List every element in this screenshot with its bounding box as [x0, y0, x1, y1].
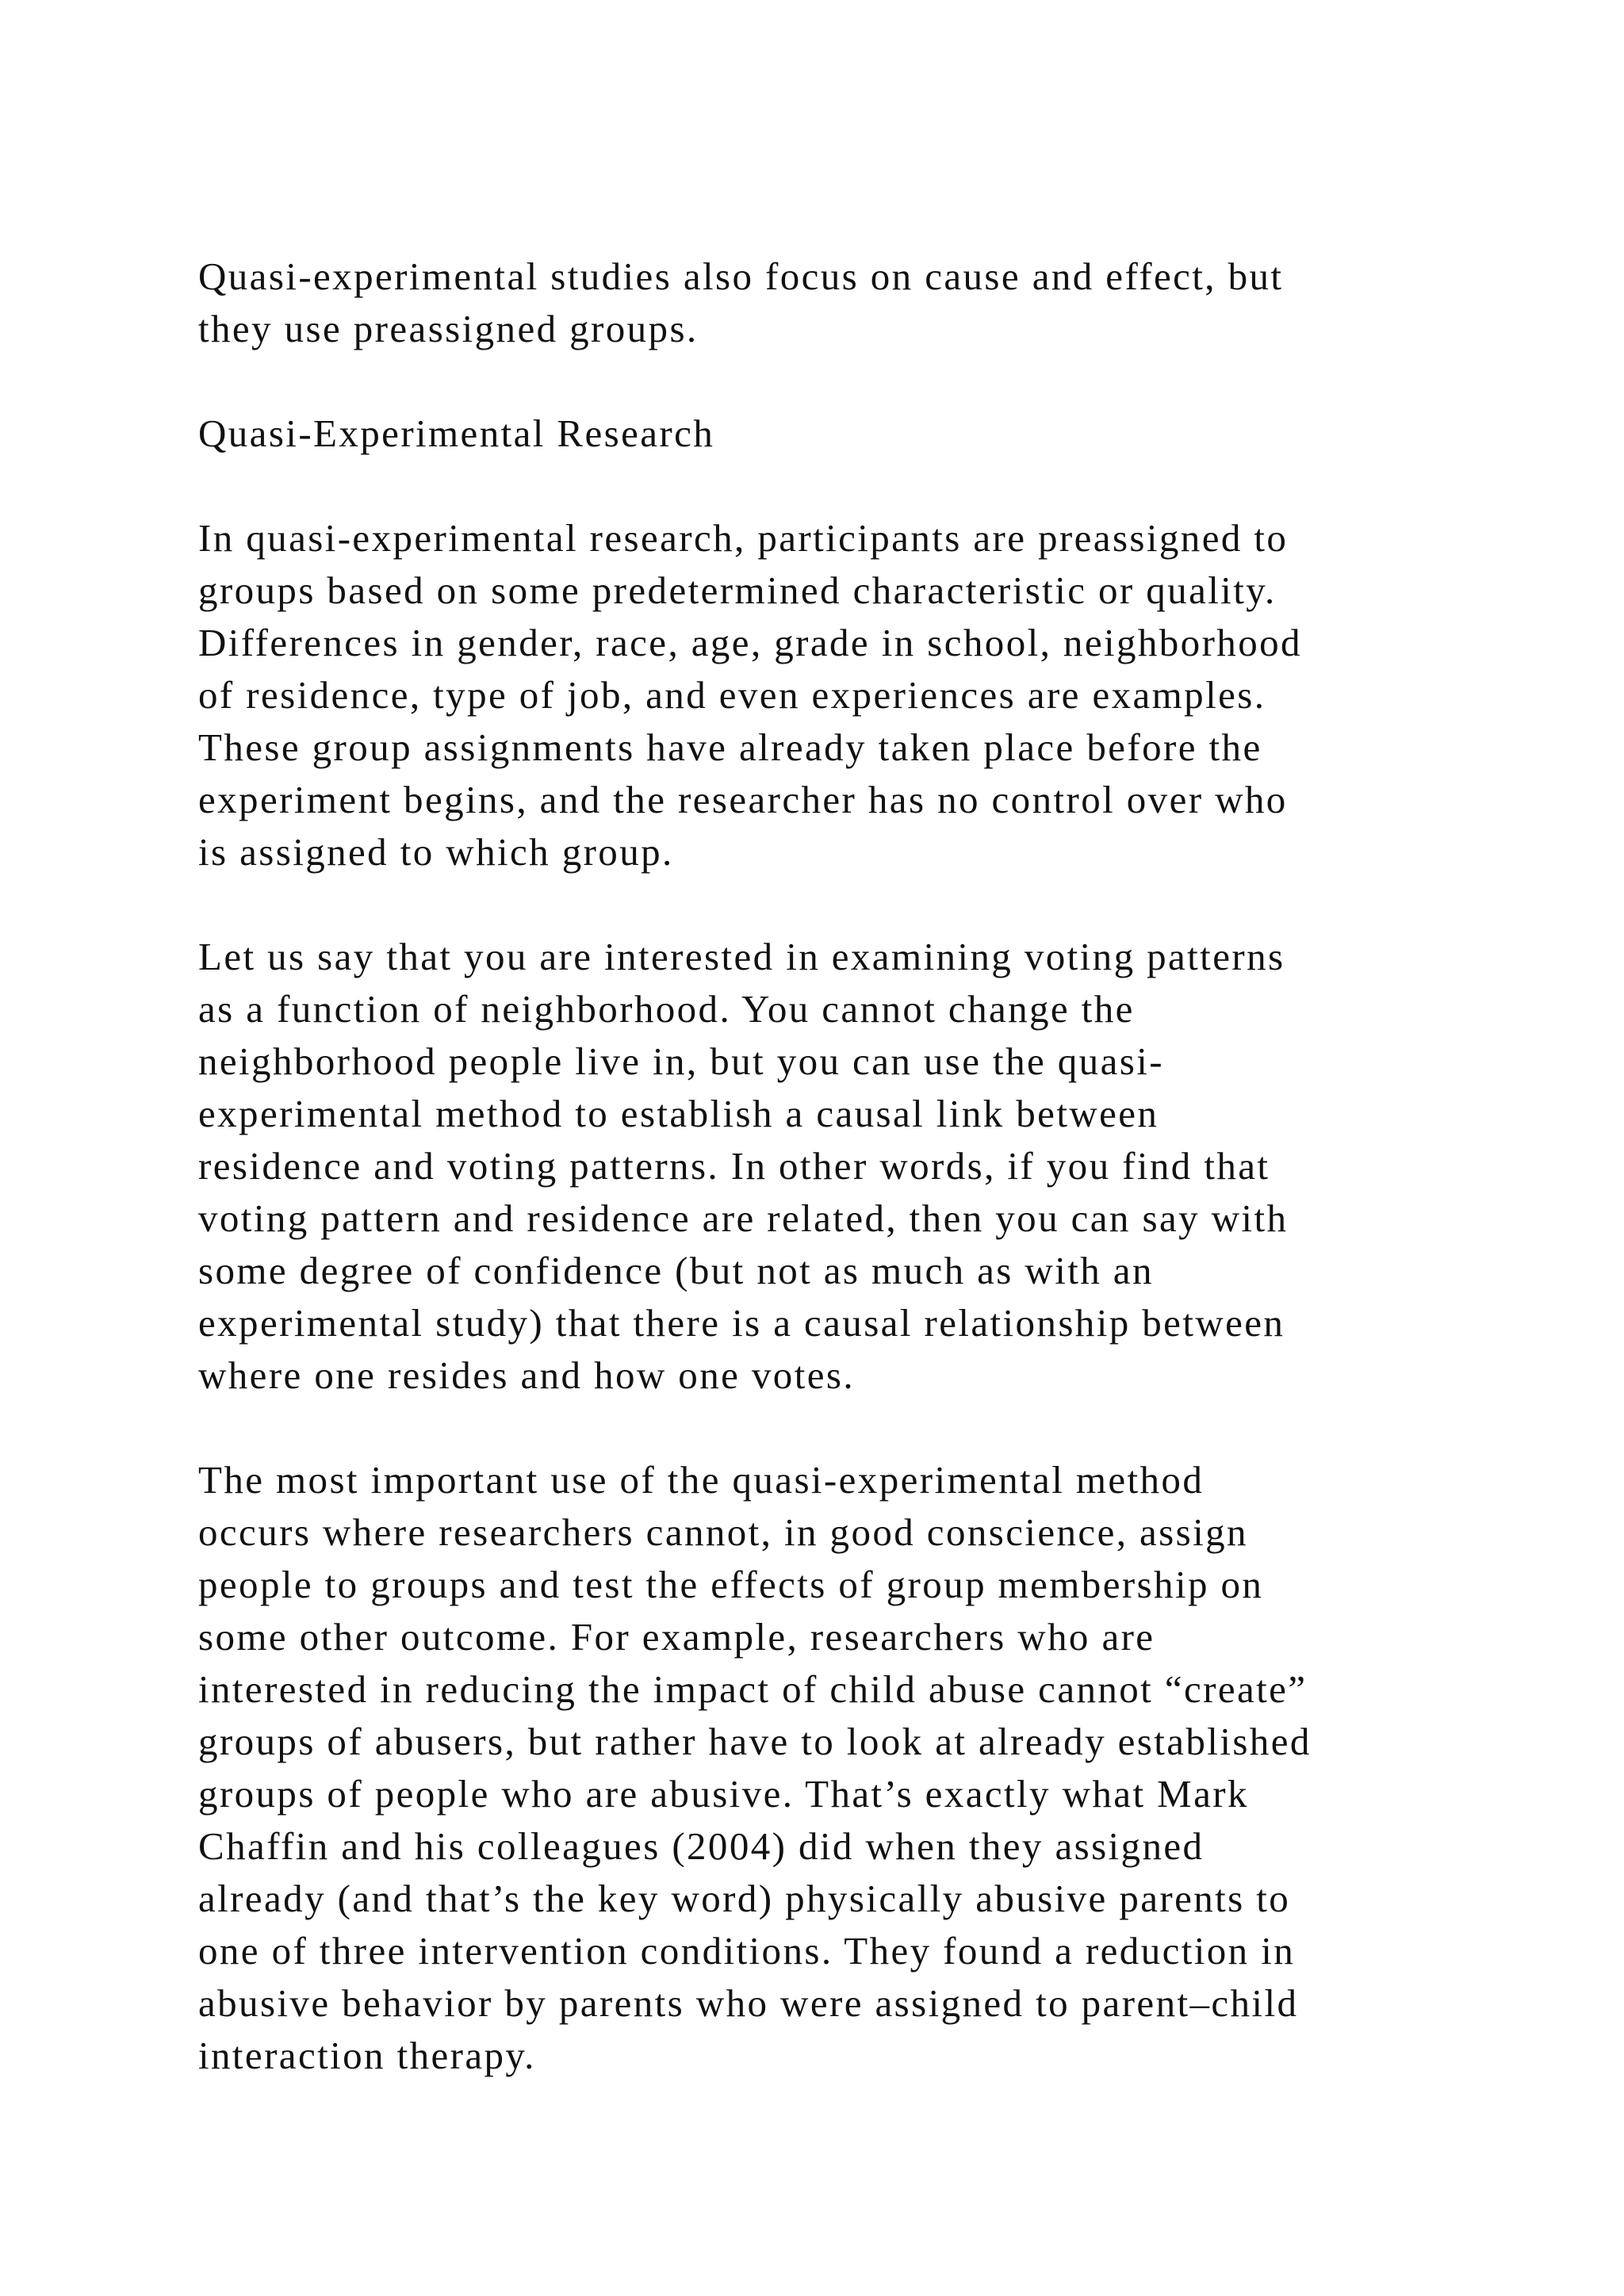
text-line: as a function of neighborhood. You cannot change the — [198, 987, 1135, 1031]
text-line: abusive behavior by parents who were assigned to parent–child — [198, 1981, 1299, 2025]
text-line: groups based on some predetermined characteristic or quality. — [198, 568, 1277, 612]
text-line: some other outcome. For example, researchers who are — [198, 1615, 1155, 1659]
paragraph-definition — [198, 512, 1435, 878]
text-line: The most important use of the quasi-experimental method — [198, 1458, 1205, 1502]
text-line: neighborhood people live in, but you can use the quasi- — [198, 1039, 1164, 1083]
text-line: where one resides and how one votes. — [198, 1353, 855, 1397]
text-line: experimental study) that there is a causal relationship between — [198, 1301, 1285, 1345]
text-line: experimental method to establish a causal link between — [198, 1092, 1159, 1135]
text-line: residence and voting patterns. In other words, if you find that — [198, 1144, 1270, 1188]
text-line: Quasi-experimental studies also focus on cause and effect, but — [198, 254, 1284, 298]
text-line: is assigned to which group. — [198, 830, 674, 874]
text-line: In quasi-experimental research, participants are preassigned to — [198, 516, 1289, 560]
text-line: These group assignments have already taken place before the — [198, 725, 1262, 769]
text-line: voting pattern and residence are related, then you can say with — [198, 1196, 1289, 1240]
text-line: of residence, type of job, and even experiences are examples. — [198, 673, 1266, 717]
text-line: some degree of confidence (but not as much as with an — [198, 1249, 1154, 1292]
text-line: people to groups and test the effects of group membership on — [198, 1563, 1264, 1606]
text-line: groups of abusers, but rather have to look at already established — [198, 1720, 1312, 1763]
text-line: Chaffin and his colleagues (2004) did when they assigned — [198, 1824, 1205, 1868]
text-line: occurs where researchers cannot, in good conscience, assign — [198, 1510, 1248, 1554]
text-line: experiment begins, and the researcher has no control over who — [198, 778, 1288, 821]
section-heading — [198, 408, 1435, 460]
text-line: already (and that’s the key word) physically abusive parents to — [198, 1877, 1291, 1920]
heading-line: Quasi-Experimental Research — [198, 411, 715, 455]
text-line: interested in reducing the impact of child abuse cannot “create” — [198, 1667, 1308, 1711]
text-line: one of three intervention conditions. They found a reduction in — [198, 1929, 1296, 1973]
document-body — [198, 251, 1435, 2134]
paragraph-intro — [198, 251, 1435, 355]
paragraph-voting-example — [198, 931, 1435, 1402]
text-line: groups of people who are abusive. That’s exactly what Mark — [198, 1772, 1249, 1816]
text-line: Differences in gender, race, age, grade in school, neighborhood — [198, 621, 1302, 664]
text-line: they use preassigned groups. — [198, 307, 699, 350]
text-line: Let us say that you are interested in examining voting patterns — [198, 935, 1285, 978]
paragraph-important-use — [198, 1454, 1435, 2082]
text-line: interaction therapy. — [198, 2034, 536, 2077]
